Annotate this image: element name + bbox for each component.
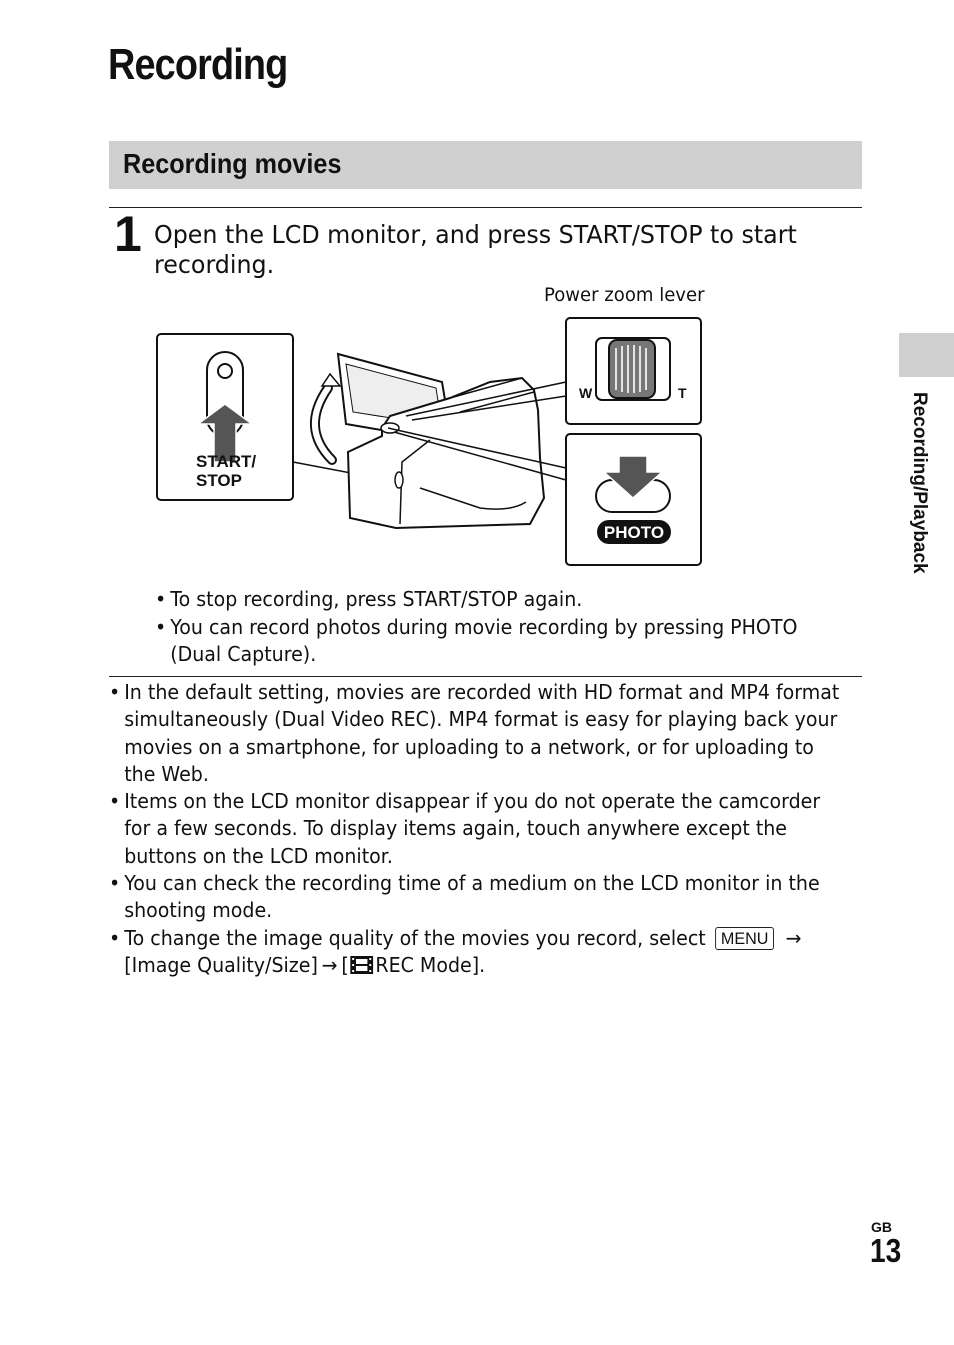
chapter-label: Recording/Playback — [909, 392, 930, 574]
note-item: • You can check the recording time of a medium on the LCD monitor in the shooting mode. — [109, 870, 850, 925]
notes-list — [109, 679, 850, 982]
section-header — [109, 141, 862, 189]
arrow-icon: → — [785, 925, 802, 950]
step-note: • To stop recording, press START/STOP again. — [155, 586, 820, 614]
camcorder-illustration — [150, 312, 710, 574]
menu-path-step: REC Mode]. — [375, 952, 486, 977]
start-stop-label-line1: START/ — [196, 452, 257, 471]
step-notes — [155, 586, 820, 669]
step-number: 1 — [114, 206, 142, 262]
photo-label: PHOTO — [603, 523, 665, 542]
page-title: Recording — [108, 40, 288, 89]
menu-path-bracket: [ — [341, 952, 349, 977]
step-note: • You can record photos during movie recording by pressing PHOTO (Dual Capture). — [155, 614, 820, 669]
callout-power-zoom-lever: Power zoom lever — [544, 284, 705, 306]
arrow-icon: → — [321, 952, 338, 977]
open-arrow-icon — [322, 374, 340, 386]
divider — [109, 207, 862, 208]
zoom-tele-label: T — [678, 385, 687, 401]
menu-path-step: [Image Quality/Size] — [124, 952, 318, 977]
divider — [109, 676, 862, 677]
note-item: • In the default setting, movies are recorded with HD format and MP4 format simultaneously (Dual Video REC). MP4 format is easy for playing back your movies on a smartphone, for uploading to a network, or for uploading to the Web. — [109, 679, 850, 788]
language-code: GB — [871, 1219, 892, 1235]
note-item-menu-path — [109, 925, 850, 983]
page-number: 13 — [870, 1232, 902, 1269]
start-stop-label-line2: STOP — [196, 471, 242, 490]
chapter-tab — [899, 333, 954, 377]
film-icon — [350, 955, 375, 982]
zoom-wide-label: W — [579, 385, 593, 401]
step-instruction: Open the LCD monitor, and press START/STOP to start recording. — [154, 220, 797, 279]
note-item: • Items on the LCD monitor disappear if you do not operate the camcorder for a few seconds. To display items again, touch anywhere except the buttons on the LCD monitor. — [109, 788, 850, 870]
menu-path-prefix: To change the image quality of the movies you record, select — [124, 925, 706, 950]
section-title: Recording movies — [123, 148, 342, 179]
record-dot-icon — [218, 364, 232, 378]
menu-button-glyph: MENU — [715, 927, 774, 950]
